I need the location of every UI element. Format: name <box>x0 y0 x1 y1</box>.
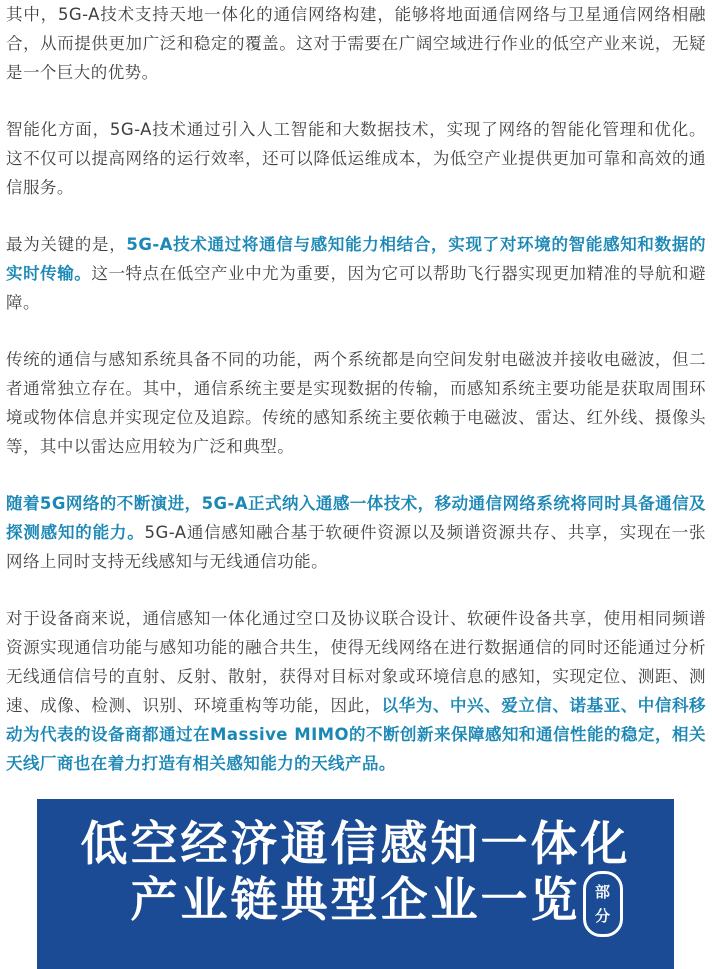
section-banner <box>37 799 674 969</box>
banner-title-line2-wrap <box>130 873 610 929</box>
partial-tag <box>583 871 623 937</box>
paragraph-text: 其中，5G-A技术支持天地一体化的通信网络构建，能够将地面通信网络与卫星通信网络相融合，从而提供更加广泛和稳定的覆盖。这对于需要在广阔空域进行作业的低空产业来说，无疑是一个巨大的优势。 <box>6 5 706 82</box>
paragraph-text: 5G-A通信感知融合基于软硬件资源以及频谱资源共存、共享，实现在一张网络上同时支持无线感知与无线通信功能。 <box>6 523 706 571</box>
highlight-text: 以华为、中兴、爱立信、诺基亚、中信科移动为代表的设备商都通过在Massive MIMO的不断创新来保障感知和通信性能的稳定，相关天线厂商也在着力打造有相关感知能力的天线产品。 <box>6 696 706 773</box>
paragraph-text: 智能化方面，5G-A技术通过引入人工智能和大数据技术，实现了网络的智能化管理和优化。这不仅可以提高网络的运行效率，还可以降低运维成本，为低空产业提供更加可靠和高效的通信服务。 <box>6 120 706 197</box>
paragraph-text: 这一特点在低空产业中尤为重要，因为它可以帮助飞行器实现更加精准的导航和避障。 <box>6 264 707 312</box>
highlight-text: 5G-A技术通过将通信与感知能力相结合，实现了对环境的智能感知和数据的实时传输。 <box>6 235 706 283</box>
paragraph-text: 最为关键的是， <box>6 235 127 254</box>
paragraph <box>6 604 706 778</box>
paragraph-text: 对于设备商来说，通信感知一体化通过空口及协议联合设计、软硬件设备共享，使用相同频谱资源实现通信功能与感知功能的融合共生，使得无线网络在进行数据通信的同时还能通过分析无线通信信号的直射、反射、散射，获得对目标对象或环境信息的感知，实现定位、测距、测速、成像、检测、识别、环境重构等功能，因此， <box>6 609 706 715</box>
paragraph-text: 传统的通信与感知系统具备不同的功能，两个系统都是向空间发射电磁波并接收电磁波，但二者通常独立存在。其中，通信系统主要是实现数据的传输，而感知系统主要功能是获取周围环境或物体信息并实现定位及追踪。传统的感知系统主要依赖于电磁波、雷达、红外线、摄像头等，其中以雷达应用较为广泛和典型。 <box>6 350 706 456</box>
partial-tag-top: 部 <box>594 883 610 901</box>
paragraph <box>6 115 706 202</box>
banner-title-line2: 产业链典型企业一览 <box>130 873 581 928</box>
paragraph <box>6 0 706 87</box>
highlight-text: 随着5G网络的不断演进，5G-A正式纳入通感一体技术，移动通信网络系统将同时具备通信及探测感知的能力。 <box>6 494 706 542</box>
paragraph <box>6 489 706 576</box>
paragraph <box>6 345 706 461</box>
partial-tag-bottom: 分 <box>594 907 610 925</box>
banner-title-line1: 低空经济通信感知一体化 <box>80 817 631 872</box>
paragraph <box>6 230 706 317</box>
